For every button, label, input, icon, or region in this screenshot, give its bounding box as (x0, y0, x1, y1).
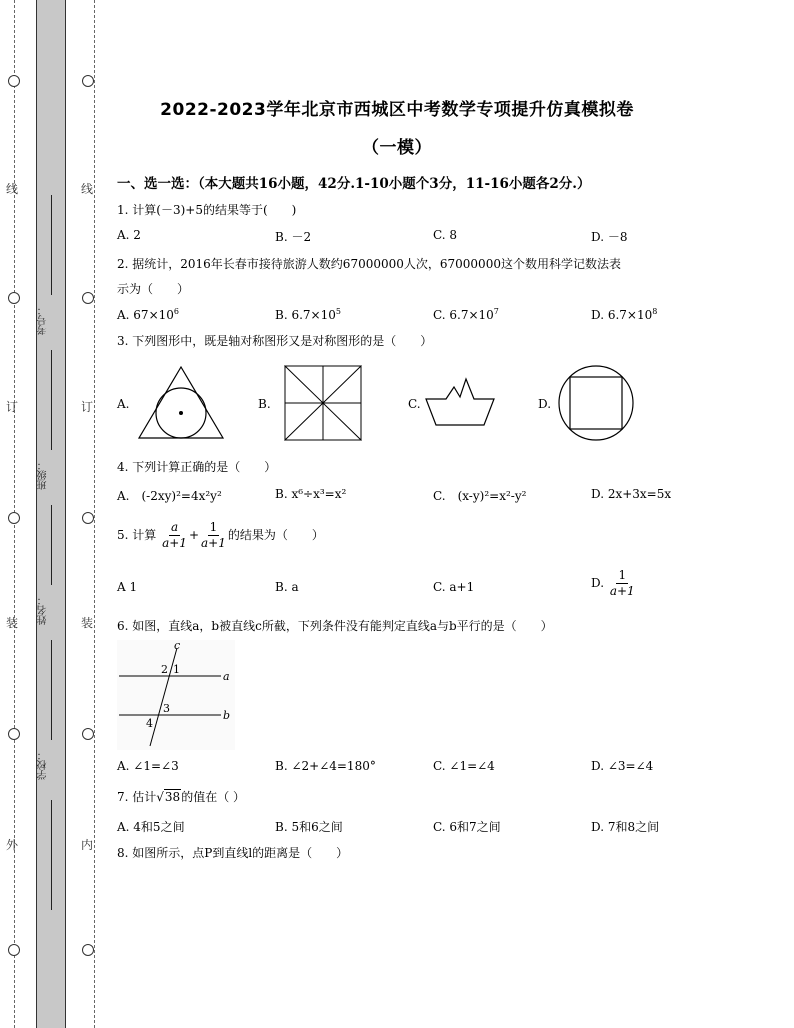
q2-option-a: A. $67\times 10^6$ (117, 307, 179, 322)
q3-option-d: D. (538, 397, 552, 411)
question-6-stem: 6. 如图，直线a，b被直线c所截，下列条件没有能判定直线a与b平行的是（ ） (117, 619, 553, 633)
q1-option-b: B. －2 (275, 230, 312, 244)
school-label: 学校： (38, 750, 49, 780)
punch-hole (82, 512, 94, 524)
inner-char-zhuang: 装 (81, 616, 94, 630)
exam-subtitle: （一模） (362, 138, 432, 158)
q6-option-c: C. ∠1=∠4 (433, 759, 495, 773)
q3-option-a: A. (117, 397, 130, 411)
q6-option-d: D. ∠3=∠4 (591, 759, 654, 773)
q7-sqrt: √38 (156, 790, 181, 804)
q1-option-a: A. 2 (117, 228, 141, 242)
q2-option-b: B. $6.7\times 10^5$ (275, 307, 341, 322)
question-5-stem: 5. 计算 $\frac{a}{a+1}$ + $\frac{1}{a+1}$ 的结果为（ ） (117, 520, 324, 550)
question-4-stem: 4. 下列计算正确的是（ ） (117, 460, 277, 474)
q3-figure-c-boat (424, 377, 496, 429)
q2-option-c: C. $6.7\times 10^7$ (433, 307, 499, 322)
q6-label-c: c (174, 640, 181, 652)
q7-option-d: D. 7和8之间 (591, 820, 660, 834)
q6-label-3: 3 (163, 702, 170, 715)
question-2-stem-line2: 示为（ ） (117, 282, 190, 296)
class-label: 班级： (38, 460, 49, 490)
q1-option-c: C. 8 (433, 228, 458, 242)
inner-char-xian: 线 (81, 182, 94, 196)
question-7-stem: 7. 估计√38的值在（ ） (117, 790, 246, 804)
q2-option-d: D. $6.7\times 10^8$ (591, 307, 658, 322)
q6-option-b: B. ∠2+∠4=180° (275, 759, 376, 773)
q7-option-a: A. 4和5之间 (117, 820, 185, 834)
q5-fraction-1-over-a-plus-1: $\frac{1}{a+1}$ (201, 520, 226, 550)
punch-hole (8, 728, 20, 740)
q5-option-a: A 1 (117, 580, 138, 594)
q1-option-d: D. －8 (591, 230, 628, 244)
q4-option-c: C. (x-y)²=x²-y² (433, 489, 527, 503)
exam-title: 2022-2023学年北京市西城区中考数学专项提升仿真模拟卷 (160, 100, 634, 120)
punch-hole (8, 75, 20, 87)
section-heading: 一、选一选：（本大题共16小题，42分.1-10小题个3分，11-16小题各2分.） (117, 176, 591, 192)
punch-hole (82, 75, 94, 87)
outer-char-xian: 线 (6, 182, 19, 196)
punch-hole (82, 728, 94, 740)
q3-figure-a-triangle-with-circle (137, 365, 227, 441)
inner-char-nei: 内 (81, 838, 94, 852)
q5-option-c: C. a+1 (433, 580, 475, 594)
q3-option-c: C. (408, 397, 421, 411)
q3-figure-d-square-in-circle (556, 363, 636, 443)
punch-hole (82, 292, 94, 304)
q6-option-a: A. ∠1=∠3 (117, 759, 179, 773)
q4-option-b: B. x⁶÷x³=x² (275, 487, 347, 501)
punch-hole (8, 944, 20, 956)
field-line (51, 640, 52, 740)
q6-figure-parallel-lines (117, 640, 235, 750)
question-2-stem-line1: 2. 据统计，2016年长春市接待旅游人数约67000000人次，67000000这个数用科学记数法表 (117, 257, 621, 271)
q6-label-a: a (223, 670, 230, 683)
punch-hole (82, 944, 94, 956)
q7-option-b: B. 5和6之间 (275, 820, 343, 834)
question-8-stem: 8. 如图所示，点P到直线l的距离是（ ） (117, 846, 349, 860)
field-line (51, 350, 52, 450)
q3-figure-b-pinwheel (284, 365, 362, 441)
q6-label-2: 2 (161, 663, 168, 676)
q4-option-a: A. (-2xy)²=4x²y² (117, 489, 222, 503)
inner-char-ding: 订 (81, 400, 94, 414)
field-line (51, 195, 52, 295)
outer-char-ding: 订 (6, 400, 19, 414)
outer-char-wai: 外 (6, 838, 19, 852)
punch-hole (8, 512, 20, 524)
q6-label-b: b (223, 709, 231, 722)
question-3-stem: 3. 下列图形中，既是轴对称图形又是对称图形的是（ ） (117, 334, 433, 348)
q6-label-4: 4 (146, 717, 153, 730)
inner-dashed-line (94, 0, 95, 1028)
field-line (51, 505, 52, 585)
q5-option-d-fraction: $\frac{1}{a+1}$ (609, 568, 635, 598)
exam-number-label: 考号： (38, 305, 49, 335)
q5-option-d: D. $\frac{1}{a+1}$ (591, 568, 635, 598)
q4-option-d: D. 2x+3x=5x (591, 487, 672, 501)
question-1-stem: 1. 计算(－3)+5的结果等于( ) (117, 203, 297, 217)
outer-char-zhuang: 装 (6, 616, 19, 630)
q7-option-c: C. 6和7之间 (433, 820, 501, 834)
q5-fraction-a-over-a-plus-1: $\frac{a}{a+1}$ (162, 520, 187, 550)
punch-hole (8, 292, 20, 304)
field-line (51, 800, 52, 910)
q3-option-b: B. (258, 397, 271, 411)
q6-label-1: 1 (173, 663, 180, 676)
name-label: 姓名： (38, 595, 49, 625)
q5-option-b: B. a (275, 580, 299, 594)
